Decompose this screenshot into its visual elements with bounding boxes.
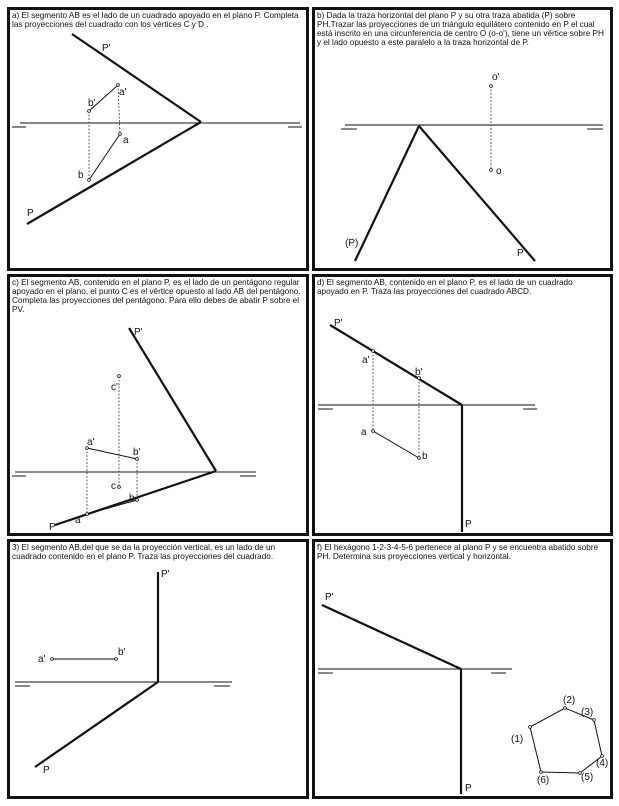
label-P-abatida: (P) <box>345 238 359 249</box>
panel-d-statement: d) El segmento AB, contenido en el plano P, es el lado de un cuadrado apoyado en P. Traza las proyecciones del cuadrado ABCD. <box>317 278 573 296</box>
panel-c-drawing <box>10 277 306 533</box>
segment-a-b <box>373 431 419 458</box>
label-b: b <box>78 170 84 181</box>
point-b <box>88 179 91 182</box>
hexagon-vertex-6 <box>540 771 543 774</box>
panel-c-statement: c) El segmento AB, contenido en el plano P, es el lado de un pentágono regular apoyado en el plano, el punto C es el vértice opuesto al lado AB del pentágono. Completa las proyecciones del pentágono. Para ello debes de abatir P sobre el PV. <box>12 278 301 314</box>
label-o: o <box>496 166 502 177</box>
point-o <box>490 169 493 172</box>
point-b <box>418 457 421 460</box>
panel-d <box>312 274 613 536</box>
panel-b-statement: b) Dada la traza horizontal del plano P y su otra traza abatida (P) sobre PH.Trazar las proyecciones de un triángulo equilátero contenido en P el cual está inscrito en una circunferencia de centro O (o-o'), tiene un vértice sobre PH y el lado opuesto a este paralelo a la traza horizontal de P. <box>317 11 604 47</box>
horizontal-trace-P <box>27 122 201 224</box>
point-a <box>372 430 375 433</box>
label-b: b <box>422 451 428 462</box>
label-a: a <box>75 515 81 526</box>
panel-f-statement: f) El hexágono 1-2-3-4-5-6 pertenece al plano P y se encuentra abatido sobre PH. Determina sus proyecciones vertical y horizontal. <box>317 543 599 561</box>
label-vertex-5: (5) <box>581 772 594 783</box>
point-b-prime <box>136 458 139 461</box>
point-b <box>136 499 139 502</box>
hexagon-vertex-2 <box>564 707 567 710</box>
point-a <box>86 513 89 516</box>
label-P: P <box>43 765 50 776</box>
panel-c <box>7 274 309 536</box>
label-vertex-4: (4) <box>596 758 609 769</box>
point-a-prime <box>117 84 120 87</box>
hexagon-vertex-1 <box>529 726 532 729</box>
panel-d-drawing <box>315 277 610 533</box>
label-a: a <box>123 135 129 146</box>
point-o-prime <box>490 85 493 88</box>
label-o-prime: o' <box>492 72 500 83</box>
segment-a-prime-b-prime <box>87 448 137 459</box>
label-vertex-6: (6) <box>537 775 550 786</box>
vertical-trace-P-prime <box>322 605 461 669</box>
point-b-prime <box>88 110 91 113</box>
label-vertex-2: (2) <box>563 695 576 706</box>
vertical-trace-P-prime <box>129 328 216 471</box>
label-c: c <box>111 481 116 492</box>
panel-e <box>7 539 309 799</box>
panel-a <box>7 7 309 271</box>
label-a-prime: a' <box>119 87 127 98</box>
horizontal-trace-P <box>35 682 158 767</box>
label-P: P <box>517 248 524 259</box>
label-vertex-3: (3) <box>581 707 594 718</box>
label-b: b <box>129 493 135 504</box>
label-P-prime: P' <box>325 592 334 603</box>
point-c-prime <box>118 375 121 378</box>
label-b-prime: b' <box>133 447 141 458</box>
point-a-prime <box>372 350 375 353</box>
hexagon-vertex-4 <box>601 755 604 758</box>
panel-f <box>312 539 613 799</box>
label-P: P <box>27 208 34 219</box>
panel-a-drawing <box>10 10 306 268</box>
point-b-prime <box>115 658 118 661</box>
label-P-prime: P' <box>334 318 343 329</box>
label-vertex-1: (1) <box>511 734 524 745</box>
label-P-prime: P' <box>102 43 111 54</box>
label-a-prime: a' <box>87 437 95 448</box>
horizontal-trace-P <box>419 126 535 261</box>
trace-P-abatida <box>355 126 419 261</box>
label-b-prime: b' <box>118 647 126 658</box>
label-P: P <box>49 522 56 533</box>
panel-e-statement: 3) El segmento AB,del que se da la proyección vertical, es un lado de un cuadrado contenido en el plano P. Traza las proyecciones del cuadrado. <box>12 543 276 561</box>
label-b-prime: b' <box>415 367 423 378</box>
label-P-prime: P' <box>161 569 170 580</box>
hexagon-vertex-3 <box>593 719 596 722</box>
label-a: a <box>361 427 367 438</box>
panel-b-drawing <box>315 10 610 268</box>
label-a-prime: a' <box>38 654 46 665</box>
point-a <box>119 133 122 136</box>
label-b-prime: b' <box>88 98 96 109</box>
point-c <box>118 486 121 489</box>
label-c-prime: c' <box>111 382 118 393</box>
panel-e-drawing <box>10 542 306 796</box>
panel-b <box>312 7 613 271</box>
panel-a-statement: a) El segmento AB es el lado de un cuadrado apoyado en el plano P. Completa las proyecciones del cuadrado con los vértices C y D . <box>12 11 299 29</box>
label-P: P <box>465 783 472 794</box>
panel-f-drawing <box>315 542 610 796</box>
vertical-trace-P-prime <box>330 325 462 405</box>
label-a-prime: a' <box>362 355 370 366</box>
label-P-prime: P' <box>134 327 143 338</box>
point-a-prime <box>51 658 54 661</box>
label-P: P <box>465 519 472 530</box>
